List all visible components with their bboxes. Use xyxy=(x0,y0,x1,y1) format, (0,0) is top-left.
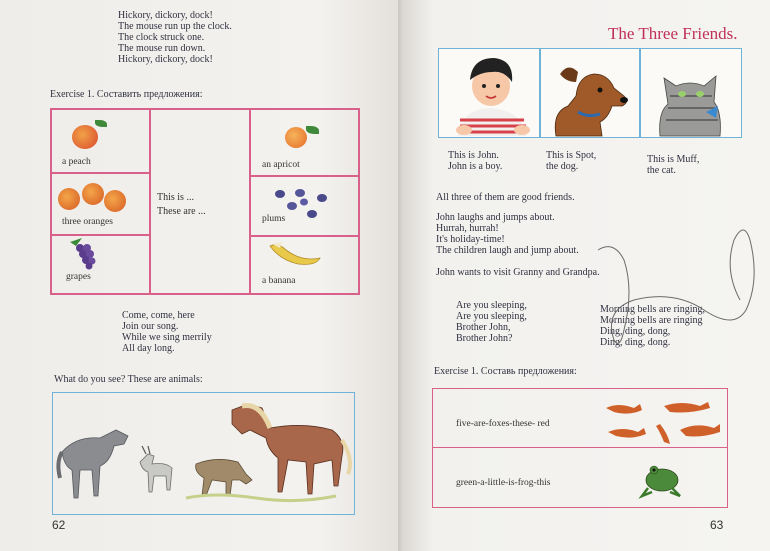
apricot-leaf-icon xyxy=(306,126,319,134)
scramble-foxes: five-are-foxes-these- red xyxy=(456,419,550,429)
song-line-1: Come, come, here xyxy=(122,310,195,321)
rhyme-line-5: Hickory, dickory, dock! xyxy=(118,54,213,65)
paragraph2-line-3: It's holiday-time! xyxy=(436,234,505,245)
page-number-left: 62 xyxy=(52,518,66,532)
song-left-3: Brother John, xyxy=(456,322,511,333)
song-right-3: Ding, ding, dong, xyxy=(600,326,671,337)
rhyme-line-3: The clock struck one. xyxy=(118,32,205,43)
song-line-4: All day long. xyxy=(122,343,175,354)
caption-spot-2: the dog. xyxy=(546,161,579,172)
rhyme-line-4: The mouse run down. xyxy=(118,43,206,54)
paragraph2-line-4: The children laugh and jump about. xyxy=(436,245,579,256)
prompt-this-is: This is ... xyxy=(157,192,194,203)
label-oranges: three oranges xyxy=(62,217,113,227)
grass-icon xyxy=(186,495,336,501)
cat-muff-icon xyxy=(646,56,736,136)
caption-john-1: This is John. xyxy=(448,150,499,161)
label-grapes: grapes xyxy=(66,272,91,282)
peach-icon xyxy=(72,125,98,149)
label-banana: a banana xyxy=(262,276,296,286)
label-plums: plums xyxy=(262,214,286,224)
wolf-icon xyxy=(58,430,128,498)
song-right-2: Morning bells are ringing xyxy=(600,315,703,326)
paragraph-visit: John wants to visit Granny and Grandpa. xyxy=(436,267,600,278)
banana-icon xyxy=(268,240,324,266)
prompt-these-are: These are ... xyxy=(157,206,206,217)
orange-icon xyxy=(104,190,126,212)
animals-illustration xyxy=(56,400,352,512)
animals-question: What do you see? These are animals: xyxy=(54,374,203,385)
orange-icon xyxy=(58,188,80,210)
paragraph-friends: All three of them are good friends. xyxy=(436,192,575,203)
exercise-heading-right: Exercise 1. Составь предложения: xyxy=(434,366,577,377)
caption-muff-1: This is Muff, xyxy=(647,154,700,165)
pencil-scribble xyxy=(594,220,764,360)
exercise-heading-left: Exercise 1. Составить предложения: xyxy=(50,89,203,100)
song-right-1: Morning bells are ringing, xyxy=(600,304,705,315)
label-peach: a peach xyxy=(62,157,91,167)
frog-icon xyxy=(640,462,682,500)
song-left-1: Are you sleeping, xyxy=(456,300,527,311)
page-title: The Three Friends. xyxy=(608,24,738,43)
foxes-icon xyxy=(604,398,722,446)
paragraph2-line-2: Hurrah, hurrah! xyxy=(436,223,499,234)
boy-john-icon xyxy=(444,50,536,136)
peach-leaf-icon xyxy=(95,120,107,127)
caption-muff-2: the cat. xyxy=(647,165,676,176)
scramble-frog: green-a-little-is-frog-this xyxy=(456,478,551,488)
song-line-3: While we sing merrily xyxy=(122,332,212,343)
rhyme-line-1: Hickory, dickory, dock! xyxy=(118,10,213,21)
caption-spot-1: This is Spot, xyxy=(546,150,597,161)
fawn-icon xyxy=(196,459,252,496)
right-page xyxy=(404,0,770,551)
song-right-4: Ding, ding, dong. xyxy=(600,337,671,348)
dog-spot-icon xyxy=(542,52,636,136)
rhyme-line-2: The mouse run up the clock. xyxy=(118,21,232,32)
song-line-2: Join our song. xyxy=(122,321,179,332)
song-left-4: Brother John? xyxy=(456,333,513,344)
label-apricot: an apricot xyxy=(262,160,300,170)
orange-icon xyxy=(82,183,104,205)
page-number-right: 63 xyxy=(710,518,724,532)
grapes-icon xyxy=(66,236,102,272)
goat-icon xyxy=(140,446,172,492)
paragraph2-line-1: John laughs and jumps about. xyxy=(436,212,555,223)
apricot-icon xyxy=(285,127,307,148)
song-left-2: Are you sleeping, xyxy=(456,311,527,322)
caption-john-2: John is a boy. xyxy=(448,161,503,172)
